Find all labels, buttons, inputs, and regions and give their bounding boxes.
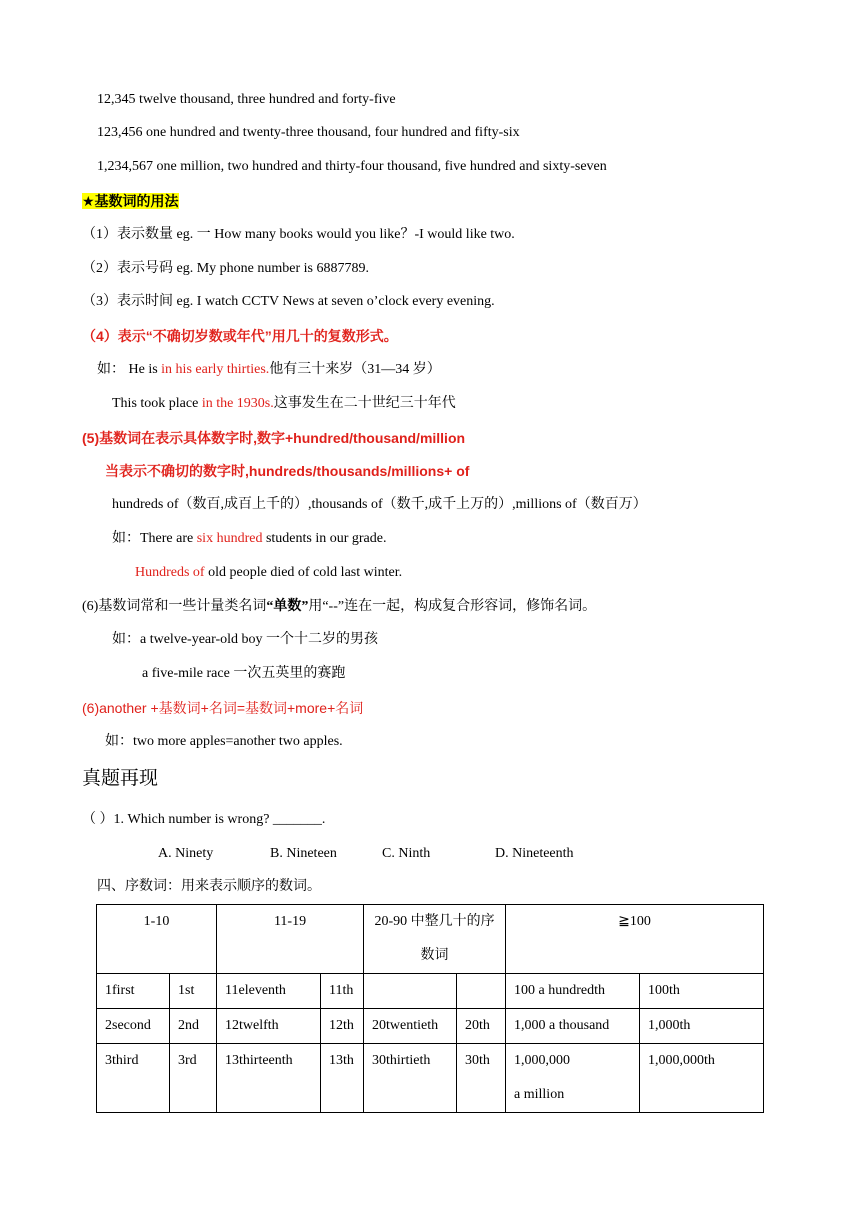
table-cell: 3third	[97, 1044, 170, 1113]
example-six-hundred-pre: 如：There are	[112, 531, 197, 546]
example-hundreds-of-red: Hundreds of	[135, 565, 205, 580]
table-cell: 1,000,000th	[640, 1044, 764, 1113]
table-cell: 2nd	[170, 1009, 217, 1044]
table-cell: 30th	[457, 1044, 506, 1113]
example-hundreds-of-post: old people died of cold last winter.	[204, 565, 403, 580]
example-thirties-post: 他有三十来岁（31—34 岁）	[269, 362, 441, 377]
question-1: （ ）1. Which number is wrong? _______.	[82, 812, 326, 827]
table-cell: 100th	[640, 974, 764, 1009]
example-1930s-pre: This took place	[112, 396, 202, 411]
usage-time: （3）表示时间 eg. I watch CCTV News at seven o’clock every evening.	[82, 294, 495, 309]
example-thirties	[97, 360, 441, 380]
table-cell: 12twelfth	[217, 1009, 321, 1044]
usage-heading-text: ★基数词的用法	[82, 193, 179, 209]
table-cell: 30thirtieth	[364, 1044, 457, 1113]
cell-million-number: 1,000,000	[514, 1053, 571, 1068]
table-cell: 12th	[321, 1009, 364, 1044]
usage-number: （2）表示号码 eg. My phone number is 6887789.	[82, 261, 369, 276]
table-row	[97, 1044, 764, 1113]
table-cell: 1st	[170, 974, 217, 1009]
table-cell: 20th	[457, 1009, 506, 1044]
table-cell-million	[506, 1044, 640, 1113]
table-cell: 1,000th	[640, 1009, 764, 1044]
table-cell: 1first	[97, 974, 170, 1009]
rule-6-compound-bold: “单数”	[266, 599, 309, 614]
option-b: B. Nineteen	[270, 846, 337, 861]
usage-heading	[82, 191, 179, 211]
table-row	[97, 974, 764, 1009]
rule-5-specific: (5)基数词在表示具体数字时,数字+hundred/thousand/million	[82, 430, 466, 446]
rule-6-compound	[82, 597, 596, 617]
header-11-19: 11-19	[217, 905, 364, 974]
ordinal-table	[96, 904, 764, 1113]
number-example-1: 12,345 twelve thousand, three hundred and forty-five	[97, 92, 396, 107]
table-cell: 11eleventh	[217, 974, 321, 1009]
example-hundreds-of	[135, 563, 402, 583]
ordinal-intro: 四、序数词：用来表示顺序的数词。	[97, 879, 321, 894]
usage-quantity: （1）表示数量 eg. 一 How many books would you like？-I would like two.	[82, 227, 515, 242]
example-six-hundred-red: six hundred	[196, 531, 263, 546]
example-1930s-post: 这事发生在二十世纪三十年代	[273, 396, 456, 411]
table-cell: 3rd	[170, 1044, 217, 1113]
cell-million-word: a million	[514, 1087, 565, 1102]
table-cell: 20twentieth	[364, 1009, 457, 1044]
example-five-mile: a five-mile race 一次五英里的赛跑	[142, 666, 346, 681]
header-100: ≧100	[506, 905, 764, 974]
example-twelve-year-old: 如：a twelve-year-old boy 一个十二岁的男孩	[112, 632, 379, 647]
rule-6-another: (6)another +基数词+名词=基数词+more+名词	[82, 700, 364, 716]
example-thirties-pre: 如： He is	[97, 362, 162, 377]
option-c: C. Ninth	[382, 846, 431, 861]
example-thirties-red: in his early thirties.	[161, 362, 270, 377]
table-cell	[457, 974, 506, 1009]
number-example-3: 1,234,567 one million, two hundred and thirty-four thousand, five hundred and sixty-seven	[97, 159, 607, 174]
rule-6-compound-pre: (6)基数词常和一些计量类名词	[82, 599, 267, 614]
header-20-90: 20-90 中整几十的序数词	[364, 905, 506, 974]
rule-6-compound-post: 用“--”连在一起，构成复合形容词，修饰名词。	[308, 599, 597, 614]
number-example-2: 123,456 one hundred and twenty-three thousand, four hundred and fifty-six	[97, 125, 520, 140]
table-cell	[364, 974, 457, 1009]
example-1930s	[112, 394, 456, 414]
table-cell: 11th	[321, 974, 364, 1009]
table-cell: 13thirteenth	[217, 1044, 321, 1113]
table-cell: 2second	[97, 1009, 170, 1044]
header-1-10: 1-10	[97, 905, 217, 974]
example-1930s-red: in the 1930s.	[201, 396, 274, 411]
table-cell: 100 a hundredth	[506, 974, 640, 1009]
table-header-row	[97, 905, 764, 974]
table-cell: 13th	[321, 1044, 364, 1113]
rule-5-approx: 当表示不确切的数字时,hundreds/thousands/millions+ of	[105, 463, 470, 479]
section-title: 真题再现	[82, 768, 159, 789]
example-more-apples: 如：two more apples=another two apples.	[105, 734, 343, 749]
example-six-hundred	[112, 529, 386, 549]
rule-5-meanings: hundreds of（数百,成百上千的）,thousands of（数千,成千上万的）,millions of（数百万）	[112, 497, 647, 512]
table-row	[97, 1009, 764, 1044]
example-six-hundred-post: students in our grade.	[262, 531, 387, 546]
option-a: A. Ninety	[158, 846, 214, 861]
usage-approx-age: （4）表示“不确切岁数或年代”用几十的复数形式。	[82, 328, 398, 344]
table-cell: 1,000 a thousand	[506, 1009, 640, 1044]
option-d: D. Nineteenth	[495, 846, 574, 861]
